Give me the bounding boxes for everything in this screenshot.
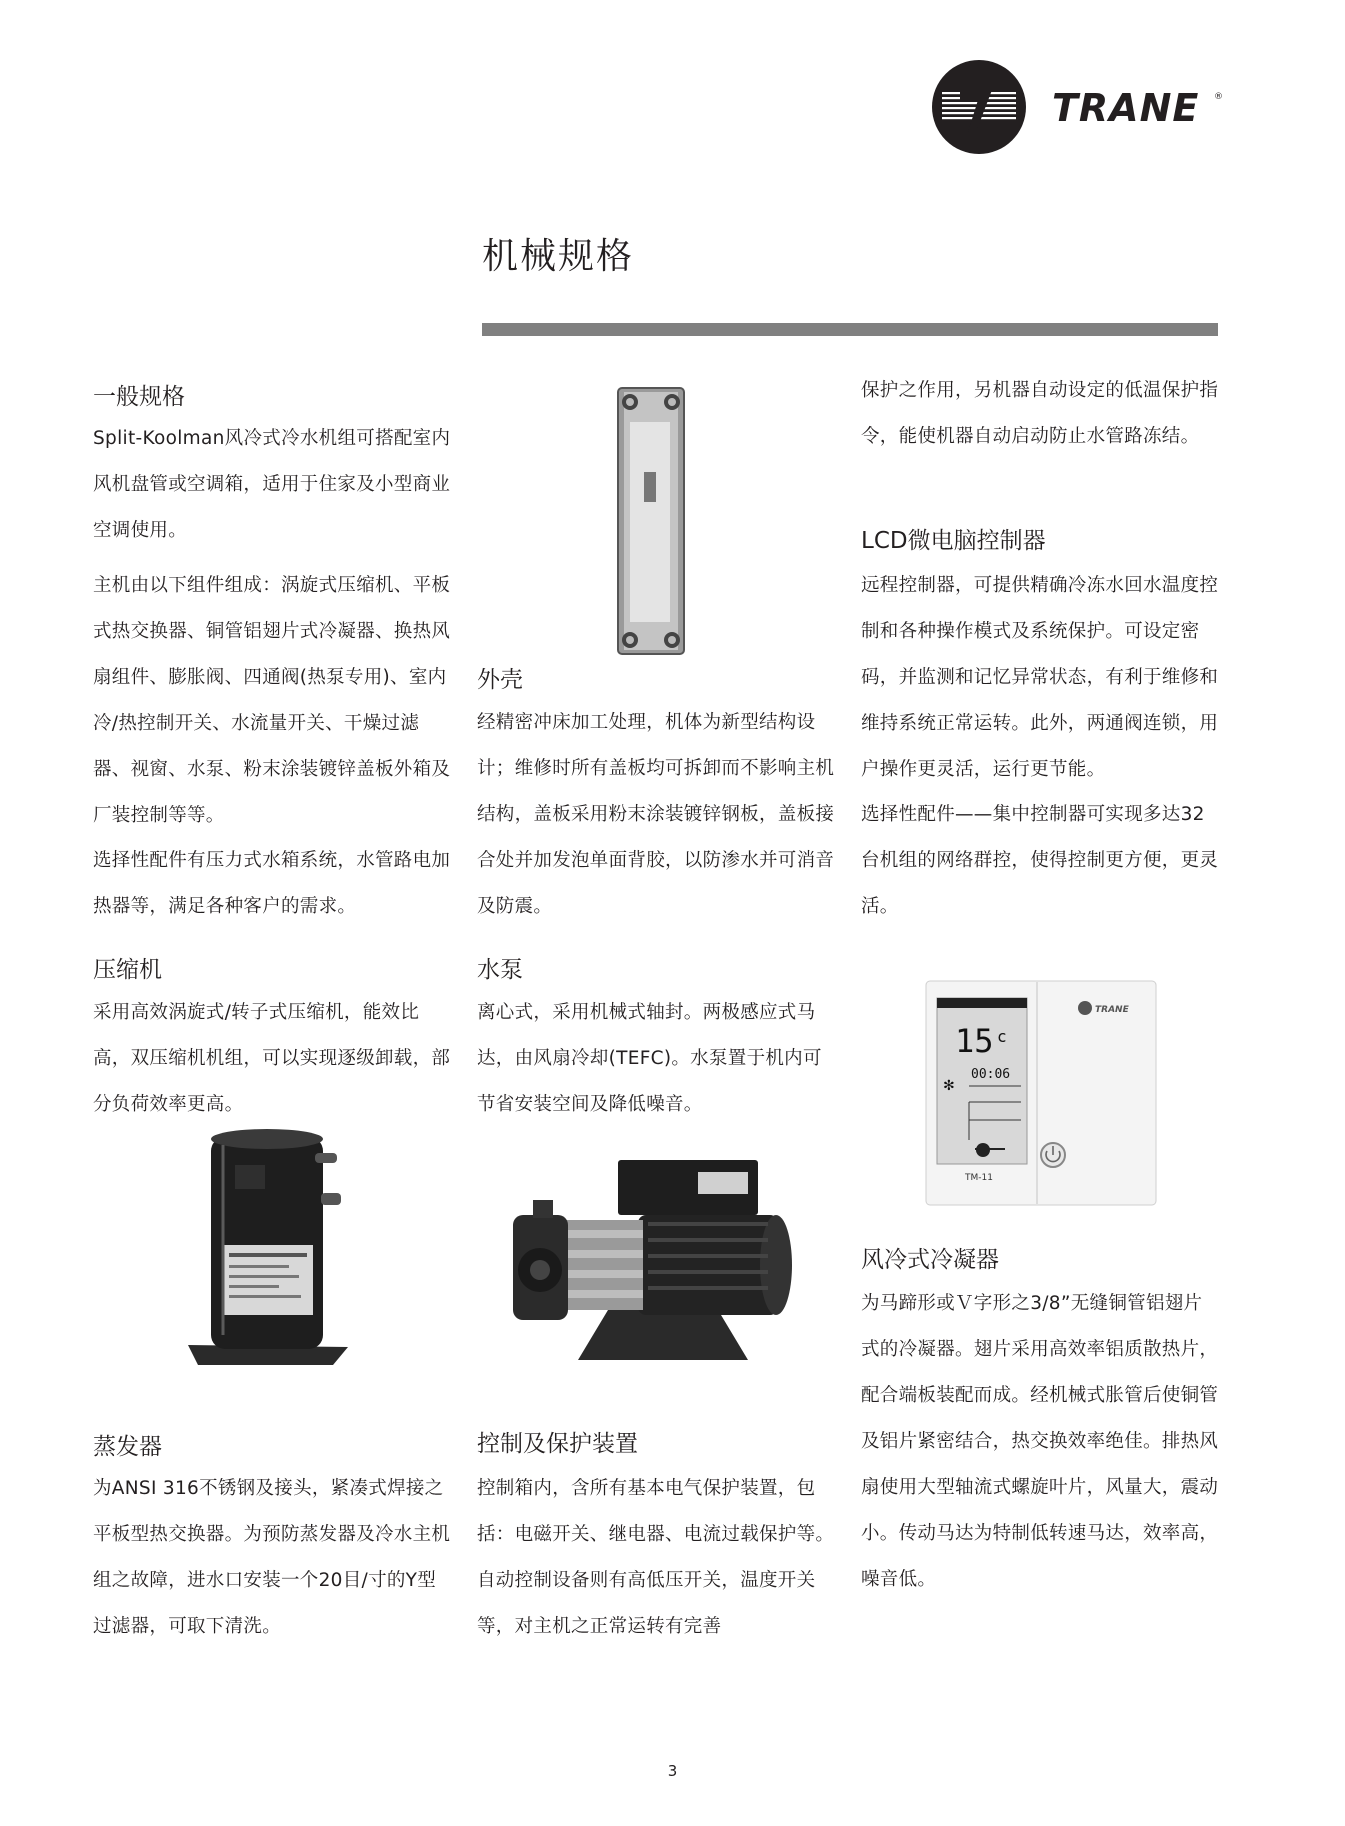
heading-lcd-controller: LCD微电脑控制器	[861, 528, 1046, 554]
pump-paragraph: 离心式，采用机械式轴封。两极感应式马达，由风扇冷却(TEFC)。水泵置于机内可节省安装空间及降低噪音。	[477, 1002, 822, 1115]
heading-compressor: 压缩机	[93, 957, 162, 983]
water-pump-image	[508, 1160, 808, 1370]
condenser-paragraph: 为马蹄形或Ｖ字形之3/8”无缝铜管铝翅片式的冷凝器。翅片采用高效率铝质散热片，配合端板装配而成。经机械式胀管后使铜管及铝片紧密结合，热交换效率绝佳。排热风扇使用大型轴流式螺旋叶片，风量大，震动小。传动马达为特制低转速马达，效率高，噪音低。	[861, 1293, 1219, 1590]
heading-evaporator: 蒸发器	[93, 1434, 162, 1460]
controller-temp: 15	[955, 1022, 994, 1060]
general-paragraph-2: 主机由以下组件组成：涡旋式压缩机、平板式热交换器、铜管铝翅片式冷凝器、换热风扇组件、膨胀阀、四通阀(热泵专用)、室内冷/热控制开关、水流量开关、干燥过滤器、视窗、水泵、粉末涂装镀锌盖板外箱及厂装控制等等。	[93, 575, 451, 826]
lcd-paragraph-1: 远程控制器，可提供精确冷冻水回水温度控制和各种操作模式及系统保护。可设定密码，并监测和记忆异常状态，有利于维修和维持系统正常运转。此外，两通阀连锁，用户操作更灵活，运行更节能。	[861, 575, 1219, 780]
evaporator-paragraph: 为ANSI 316不锈钢及接头，紧凑式焊接之平板型热交换器。为预防蒸发器及冷水主机组之故障，进水口安装一个20目/寸的Y型过滤器，可取下清洗。	[93, 1478, 451, 1637]
plate-heat-exchanger-image	[610, 382, 692, 660]
controller-model: TM-11	[965, 1173, 993, 1183]
trane-logo	[932, 60, 1232, 160]
general-paragraph-1: Split-Koolman风冷式冷水机组可搭配室内风机盘管或空调箱，适用于住家及小型商业空调使用。	[93, 428, 451, 541]
heading-general: 一般规格	[93, 384, 185, 410]
compressor-image	[183, 1125, 353, 1370]
compressor-paragraph: 采用高效涡旋式/转子式压缩机，能效比高，双压缩机机组，可以实现逐级卸载，部分负荷效率更高。	[93, 1002, 451, 1115]
lcd-controller-image	[925, 980, 1157, 1206]
page-title: 机械规格	[482, 236, 635, 277]
general-paragraph-3: 选择性配件有压力式水箱系统，水管路电加热器等，满足各种客户的需求。	[93, 850, 451, 917]
heading-condenser: 风冷式冷凝器	[861, 1247, 999, 1273]
controller-time: 00:06	[971, 1067, 1011, 1082]
lcd-paragraph-2: 选择性配件——集中控制器可实现多达32台机组的网络群控，使得控制更方便，更灵活。	[861, 804, 1219, 917]
brand-name: TRANE	[1052, 86, 1200, 130]
heading-pump: 水泵	[477, 957, 523, 983]
page-number: 3	[667, 1762, 678, 1780]
snowflake-icon: ✻	[943, 1078, 955, 1094]
heading-protection: 控制及保护装置	[477, 1431, 638, 1457]
protection-paragraph-2: 保护之作用，另机器自动设定的低温保护指令，能使机器自动启动防止水管路冻结。	[861, 380, 1219, 447]
trane-logo-icon	[932, 60, 1026, 154]
controller-brand: TRANE	[1095, 1005, 1129, 1015]
controller-temp-unit: c	[997, 1027, 1007, 1046]
protection-paragraph-1: 控制箱内，含所有基本电气保护装置，包括：电磁开关、继电器、电流过载保护等。自动控制设备则有高低压开关，温度开关等，对主机之正常运转有完善	[477, 1478, 835, 1637]
title-divider	[482, 323, 1218, 336]
casing-paragraph: 经精密冲床加工处理，机体为新型结构设计；维修时所有盖板均可拆卸而不影响主机结构，盖板采用粉末涂装镀锌钢板，盖板接合处并加发泡单面背胶，以防渗水并可消音及防震。	[477, 712, 835, 917]
registered-mark: ®	[1214, 92, 1223, 102]
heading-casing: 外壳	[477, 667, 523, 693]
